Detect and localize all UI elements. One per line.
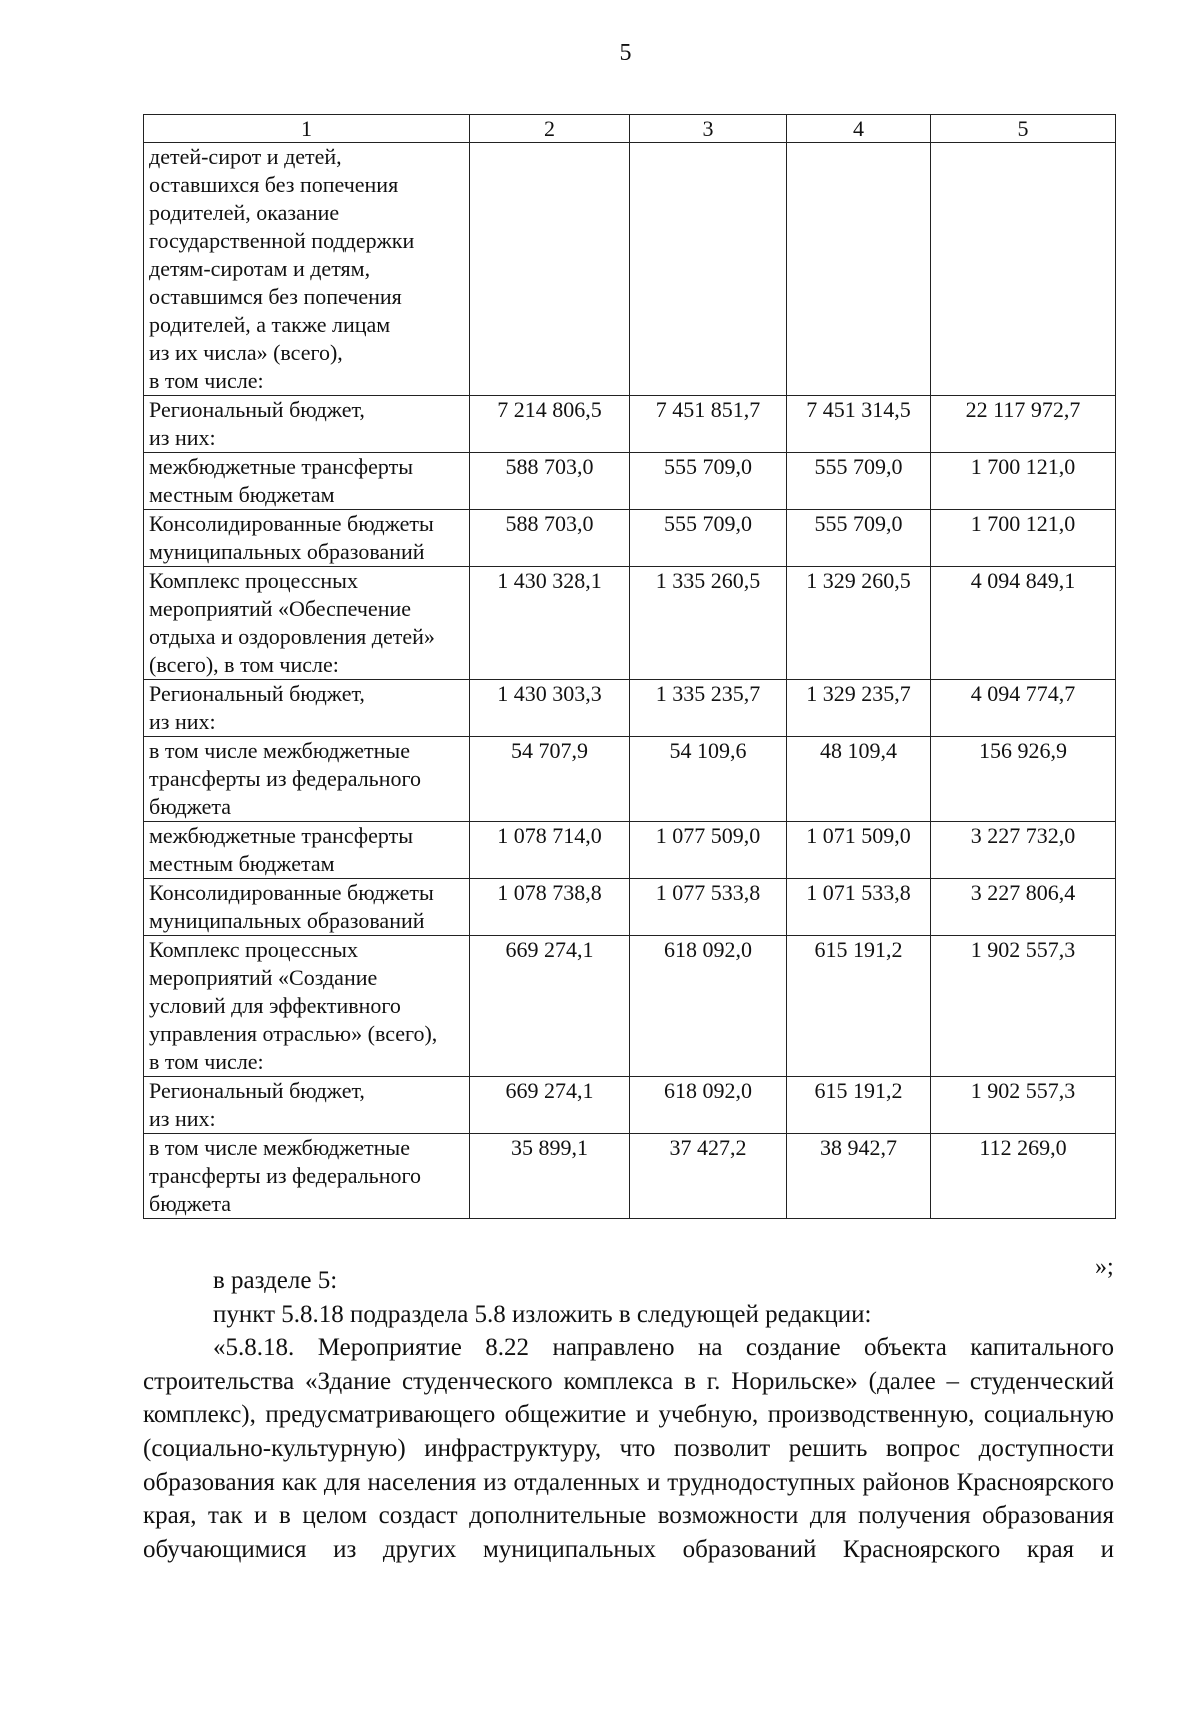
row-value: 48 109,4 <box>787 737 931 822</box>
row-value <box>787 143 931 396</box>
row-label: Комплекс процессных мероприятий «Создание условий для эффективного управления отраслью» (всего), в том числе: <box>144 936 470 1077</box>
row-value: 1 329 235,7 <box>787 680 931 737</box>
row-value: 37 427,2 <box>630 1134 787 1219</box>
row-value: 588 703,0 <box>470 453 630 510</box>
table-row <box>144 822 1116 879</box>
column-header: 1 <box>144 115 470 143</box>
row-label: Консолидированные бюджеты муниципальных образований <box>144 510 470 567</box>
row-label: межбюджетные трансферты местным бюджетам <box>144 453 470 510</box>
row-label: Региональный бюджет, из них: <box>144 1077 470 1134</box>
row-value: 555 709,0 <box>787 453 931 510</box>
row-value <box>630 143 787 396</box>
column-header: 5 <box>931 115 1116 143</box>
row-value: 588 703,0 <box>470 510 630 567</box>
table-row <box>144 510 1116 567</box>
paragraph-item: пункт 5.8.18 подраздела 5.8 изложить в следующей редакции: <box>213 1300 872 1328</box>
row-value: 7 214 806,5 <box>470 396 630 453</box>
table-row <box>144 396 1116 453</box>
row-value: 156 926,9 <box>931 737 1116 822</box>
row-value: 35 899,1 <box>470 1134 630 1219</box>
table-row <box>144 936 1116 1077</box>
row-value: 54 707,9 <box>470 737 630 822</box>
row-label: в том числе межбюджетные трансферты из федерального бюджета <box>144 737 470 822</box>
paragraph-section: в разделе 5: <box>213 1267 338 1294</box>
row-value: 615 191,2 <box>787 936 931 1077</box>
table-header-row <box>144 115 1116 143</box>
table-row <box>144 680 1116 737</box>
row-value <box>470 143 630 396</box>
row-value: 38 942,7 <box>787 1134 931 1219</box>
row-value: 1 071 509,0 <box>787 822 931 879</box>
row-value: 7 451 314,5 <box>787 396 931 453</box>
row-value: 1 078 714,0 <box>470 822 630 879</box>
row-value: 615 191,2 <box>787 1077 931 1134</box>
row-label: детей-сирот и детей, оставшихся без попечения родителей, оказание государственной поддержки детям-сиротам и детям, оставшимся без попечения родителей, а также лицам из их числа» (всего), в том числе: <box>144 143 470 396</box>
row-value: 618 092,0 <box>630 936 787 1077</box>
row-label: Комплекс процессных мероприятий «Обеспечение отдыха и оздоровления детей» (всего), в том числе: <box>144 567 470 680</box>
row-value: 669 274,1 <box>470 936 630 1077</box>
row-value: 3 227 732,0 <box>931 822 1116 879</box>
table-row <box>144 737 1116 822</box>
table-row <box>144 879 1116 936</box>
row-value <box>931 143 1116 396</box>
row-value: 1 902 557,3 <box>931 1077 1116 1134</box>
table-row <box>144 567 1116 680</box>
column-header: 3 <box>630 115 787 143</box>
row-value: 3 227 806,4 <box>931 879 1116 936</box>
row-value: 22 117 972,7 <box>931 396 1116 453</box>
row-value: 1 430 303,3 <box>470 680 630 737</box>
column-header: 4 <box>787 115 931 143</box>
row-value: 1 071 533,8 <box>787 879 931 936</box>
row-value: 1 077 509,0 <box>630 822 787 879</box>
column-header: 2 <box>470 115 630 143</box>
row-label: Консолидированные бюджеты муниципальных образований <box>144 879 470 936</box>
row-label: Региональный бюджет, из них: <box>144 396 470 453</box>
row-value: 555 709,0 <box>630 453 787 510</box>
table-row <box>144 1077 1116 1134</box>
row-value: 1 700 121,0 <box>931 453 1116 510</box>
page-number: 5 <box>619 40 632 66</box>
row-value: 7 451 851,7 <box>630 396 787 453</box>
row-value: 54 109,6 <box>630 737 787 822</box>
row-label: Региональный бюджет, из них: <box>144 680 470 737</box>
table-row <box>144 453 1116 510</box>
budget-table <box>143 114 1116 1219</box>
row-value: 1 700 121,0 <box>931 510 1116 567</box>
body-text <box>143 1264 1114 1566</box>
row-value: 555 709,0 <box>630 510 787 567</box>
row-value: 1 077 533,8 <box>630 879 787 936</box>
row-value: 1 430 328,1 <box>470 567 630 680</box>
row-value: 4 094 849,1 <box>931 567 1116 680</box>
closing-quote: »; <box>1095 1254 1114 1280</box>
row-value: 618 092,0 <box>630 1077 787 1134</box>
row-value: 555 709,0 <box>787 510 931 567</box>
row-label: межбюджетные трансферты местным бюджетам <box>144 822 470 879</box>
paragraph-main: «5.8.18. Мероприятие 8.22 направлено на создание объекта капитального строительства «Здание студенческого комплекса в г. Норильске» (далее – студенческий комплекс), предусматривающего общежитие и учебную, производственную, социальную (социально-культурную) инфраструктуру, что позволит решить вопрос доступности образования как для населения из отдаленных и труднодоступных районов Красноярского края, так и в целом создаст дополнительные возможности для получения образования обучающимися из других муниципальных образований Красноярского края и <box>143 1334 1114 1563</box>
row-value: 112 269,0 <box>931 1134 1116 1219</box>
table-row <box>144 143 1116 396</box>
table-row <box>144 1134 1116 1219</box>
row-value: 669 274,1 <box>470 1077 630 1134</box>
row-label: в том числе межбюджетные трансферты из федерального бюджета <box>144 1134 470 1219</box>
row-value: 1 329 260,5 <box>787 567 931 680</box>
row-value: 1 335 235,7 <box>630 680 787 737</box>
row-value: 1 078 738,8 <box>470 879 630 936</box>
row-value: 4 094 774,7 <box>931 680 1116 737</box>
row-value: 1 902 557,3 <box>931 936 1116 1077</box>
row-value: 1 335 260,5 <box>630 567 787 680</box>
